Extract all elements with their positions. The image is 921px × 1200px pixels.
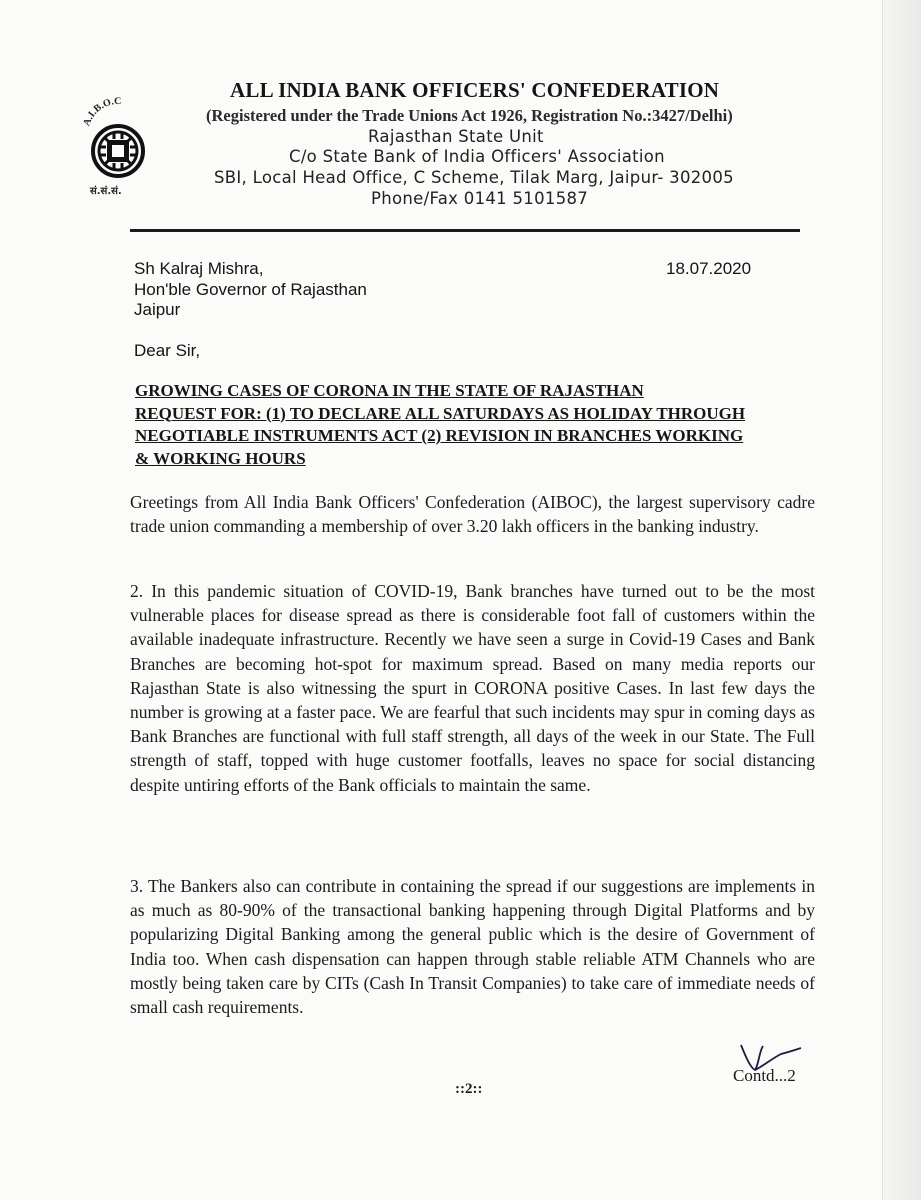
address-line: SBI, Local Head Office, C Scheme, Tilak Marg, Jaipur- 302005 — [214, 168, 734, 187]
paragraph-2: 2. In this pandemic situation of COVID-19, Bank branches have turned out to be the most vulnerable places for disease spread as there is considerable foot fall of customers within the available inadequate infrastructure. Recently we have seen a surge in Covid-19 Cases and Bank Branches are becoming hot-spot for maximum spread. Based on many media reports our Rajasthan State is also witnessing the spurt in CORONA positive Cases. In last few days the number is growing at a faster pace. We are fearful that such incidents may spur in coming days as Bank Branches are functional with full staff strength, all days of the week in our State. The Full strength of staff, topped with huge customer footfalls, leaves no space for social distancing despite untiring efforts of the Bank officials to maintain the same. — [130, 581, 815, 795]
subject-line-1: GROWING CASES OF CORONA IN THE STATE OF RAJASTHAN — [135, 381, 644, 400]
org-name: ALL INDIA BANK OFFICERS' CONFEDERATION — [230, 78, 720, 102]
header-divider — [130, 229, 800, 232]
logo-text: A.I.B.O.C — [81, 95, 122, 128]
continued-marker: Contd...2 — [733, 1066, 796, 1085]
subject-block — [135, 380, 815, 470]
care-of-line: C/o State Bank of India Officers' Association — [289, 147, 665, 166]
page-edge-line — [882, 0, 883, 1200]
salutation: Dear Sir, — [134, 341, 201, 360]
phone-line: Phone/Fax 0141 5101587 — [371, 189, 589, 208]
subject-line-3: NEGOTIABLE INSTRUMENTS ACT (2) REVISION IN BRANCHES WORKING — [135, 426, 744, 445]
recipient-title: Hon'ble Governor of Rajasthan — [134, 280, 367, 299]
letter-date: 18.07.2020 — [666, 259, 752, 278]
registration-line: (Registered under the Trade Unions Act 1926, Registration No.:3427/Delhi) — [206, 106, 733, 125]
subject-line-4: & WORKING HOURS — [135, 448, 306, 468]
paragraph-1: Greetings from All India Bank Officers' Confederation (AIBOC), the largest supervisory cadre trade union commanding a membership of over 3.20 lakh officers in the banking industry. — [130, 492, 815, 537]
aiboc-logo — [78, 94, 158, 199]
paragraph-3: 3. The Bankers also can contribute in containing the spread if our suggestions are implements in as much as 80-90% of the transactional banking happening through Digital Platforms and by popularizing Digital Banking among the general public which is the desire of Government of India too. When cash dispensation can happen through stable reliable ATM Channels who are mostly being taken care by CITs (Cash In Transit Companies) to take care of immediate needs of small cash requirements. — [130, 876, 815, 1018]
logo-subtext: सं.सं.सं. — [90, 186, 122, 197]
state-unit: Rajasthan State Unit — [368, 127, 544, 146]
recipient-name: Sh Kalraj Mishra, — [134, 259, 264, 278]
subject-line-2: REQUEST FOR: (1) TO DECLARE ALL SATURDAYS AS HOLIDAY THROUGH — [135, 403, 746, 423]
page-marker: ::2:: — [455, 1081, 483, 1097]
page-edge — [883, 0, 921, 1200]
recipient-city: Jaipur — [134, 300, 181, 319]
